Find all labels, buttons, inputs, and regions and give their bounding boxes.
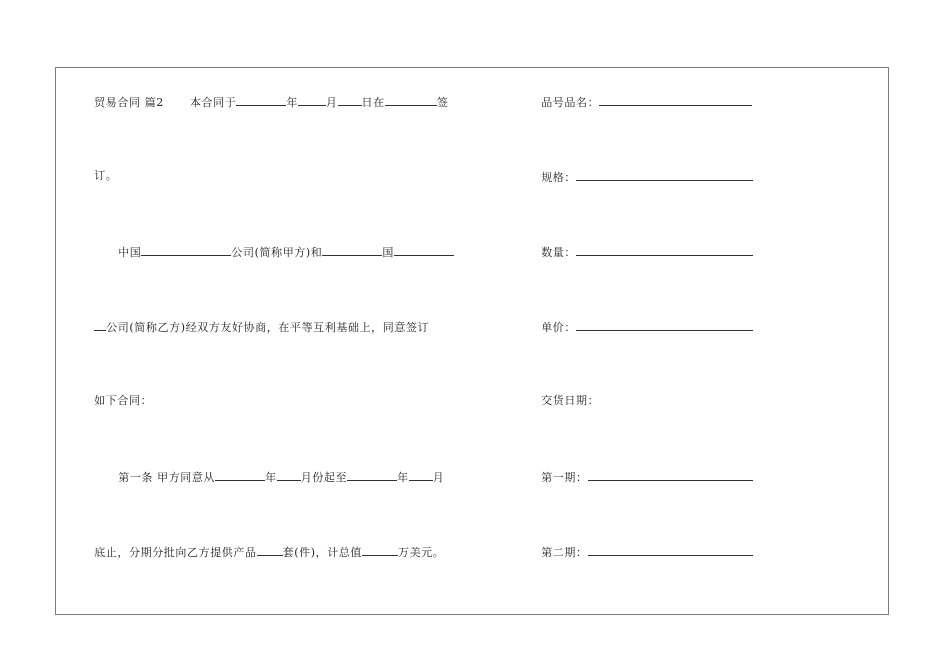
field-label: 交货日期： xyxy=(541,394,600,407)
text-segment: 订。 xyxy=(94,169,118,182)
text-segment: 本合同于 xyxy=(189,96,237,109)
field-quantity xyxy=(533,230,753,260)
product-name-field[interactable] xyxy=(599,94,752,106)
fill-blank-country[interactable] xyxy=(322,244,382,256)
text-segment: 万美元。 xyxy=(398,546,445,559)
document-title: 贸易合同 篇2 xyxy=(94,96,164,109)
spec-field[interactable] xyxy=(576,169,753,181)
field-unit-price xyxy=(533,305,753,335)
text-segment: 套(件)，计总值 xyxy=(282,546,362,559)
field-phase-1 xyxy=(533,455,753,485)
unit-price-field[interactable] xyxy=(576,319,753,331)
text-segment: 月份起至 xyxy=(300,471,348,484)
fill-blank-total-value[interactable] xyxy=(362,544,398,556)
text-segment: 签 xyxy=(436,96,449,109)
text-segment: 中国 xyxy=(118,246,142,259)
field-label: 第一期： xyxy=(541,471,588,484)
text-segment: 月 xyxy=(325,96,338,109)
fill-blank-year[interactable] xyxy=(236,94,286,106)
fill-blank-end-month[interactable] xyxy=(409,469,433,481)
fill-blank-month[interactable] xyxy=(298,94,326,106)
phase-1-field[interactable] xyxy=(588,469,753,481)
text-segment: 底止，分期分批向乙方提供产品 xyxy=(94,546,257,559)
field-label: 规格： xyxy=(541,171,577,184)
fill-blank-party-b[interactable] xyxy=(394,244,454,256)
field-label: 数量： xyxy=(541,246,577,259)
field-delivery-date xyxy=(533,380,599,408)
contract-line-4 xyxy=(86,305,429,335)
field-spec xyxy=(533,155,753,185)
text-segment: 如下合同： xyxy=(94,394,153,407)
fill-blank-start-month[interactable] xyxy=(277,469,301,481)
text-segment: 公司(简称乙方)经双方友好协商，在平等互利基础上，同意签订 xyxy=(106,321,430,334)
fill-blank-end-year[interactable] xyxy=(347,469,397,481)
field-product-name xyxy=(533,80,752,110)
text-segment: 日在 xyxy=(361,96,385,109)
field-label: 单价： xyxy=(541,321,577,334)
fill-blank-start-year[interactable] xyxy=(215,469,265,481)
field-label: 第二期： xyxy=(541,546,588,559)
text-segment: 年 xyxy=(397,471,409,484)
text-segment: 公司(简称甲方)和 xyxy=(231,246,323,259)
field-phase-2 xyxy=(533,530,753,560)
text-segment: 月 xyxy=(432,471,445,484)
quantity-field[interactable] xyxy=(576,244,753,256)
contract-line-1 xyxy=(86,80,448,110)
fill-blank-party-a[interactable] xyxy=(141,244,231,256)
contract-line-3 xyxy=(86,230,454,260)
fill-blank-sets[interactable] xyxy=(257,544,283,556)
field-label: 品号品名： xyxy=(541,96,600,109)
fill-blank-party-b-cont[interactable] xyxy=(94,319,106,331)
text-segment: 国 xyxy=(382,246,394,259)
fill-blank-day[interactable] xyxy=(338,94,362,106)
text-segment: 第一条 甲方同意从 xyxy=(118,471,216,484)
contract-line-2 xyxy=(86,155,117,183)
text-segment: 年 xyxy=(265,471,277,484)
contract-line-6 xyxy=(86,455,444,485)
contract-line-5 xyxy=(86,380,152,408)
contract-line-7 xyxy=(86,530,444,560)
phase-2-field[interactable] xyxy=(588,544,753,556)
fill-blank-place[interactable] xyxy=(385,94,437,106)
text-segment: 年 xyxy=(286,96,298,109)
